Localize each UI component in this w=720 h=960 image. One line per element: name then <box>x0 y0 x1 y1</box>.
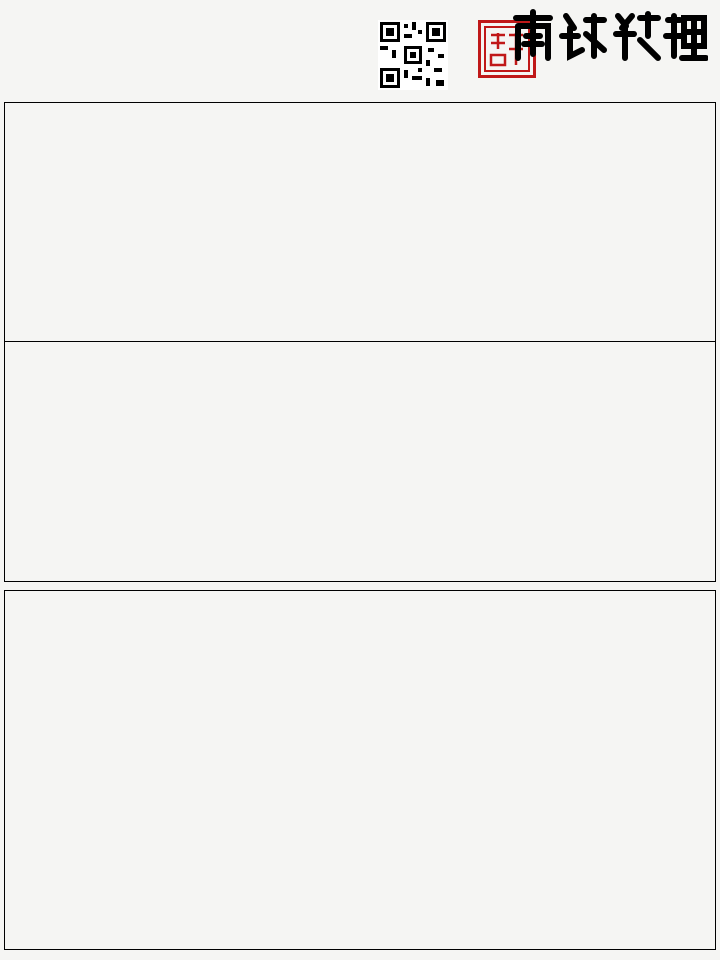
header <box>0 0 720 100</box>
gender-line <box>12 30 20 45</box>
dai-van-grid <box>4 342 716 582</box>
year-grid <box>4 590 716 950</box>
qr-code-icon[interactable] <box>378 20 448 90</box>
logo <box>508 6 708 78</box>
four-pillars <box>4 102 716 342</box>
